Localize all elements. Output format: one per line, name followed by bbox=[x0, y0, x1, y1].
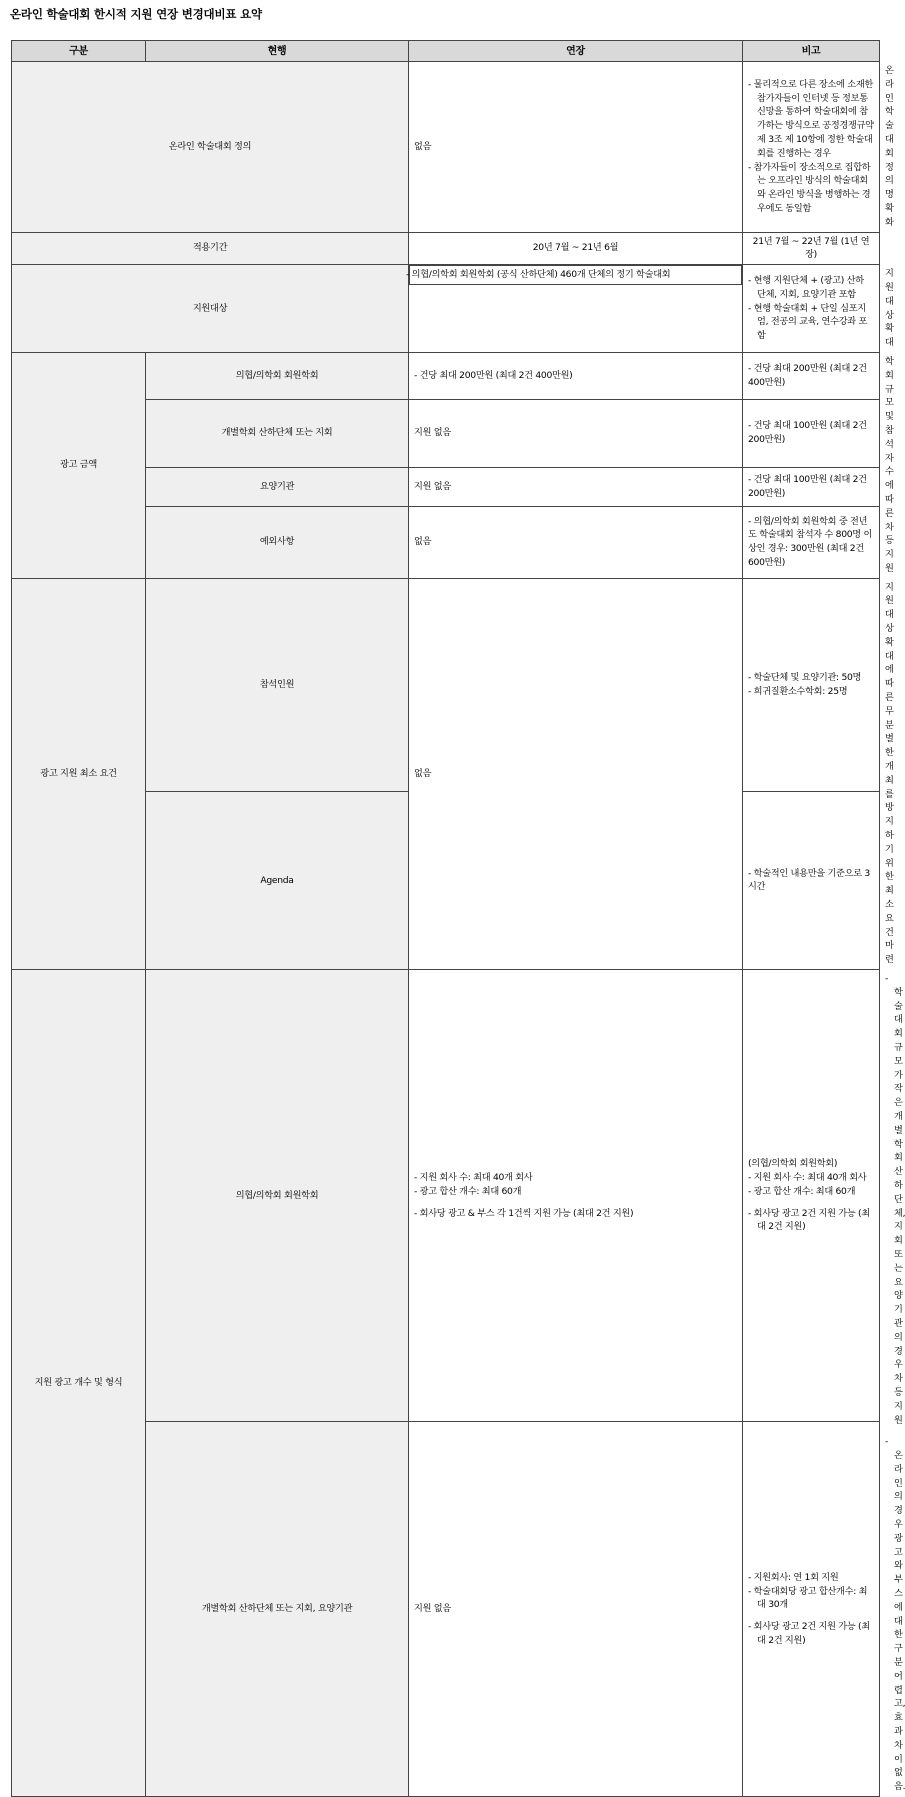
row-period bbox=[12, 232, 880, 265]
cell-line: - 지원 회사 수: 최대 40개 회사 bbox=[414, 1171, 533, 1183]
cell-line: - 참가자들이 장소적으로 집합하는 오프라인 방식의 학술대회와 온라인 방식을 병행하는 경우에도 동일함 bbox=[748, 161, 871, 214]
row-target: 지원대상 - 의협/의학회 회원학회 (공식 산하단체) 460개 단체의 정기 학술대회 - 현행 지원단체 + (광고) 산하 단체, 지회, 요양기관 포함 - 현행 학술대회 + 단일 심포지엄, 전공의 교육, 연수강좌 포함 지원대상 확대 bbox=[12, 265, 880, 353]
line-gap bbox=[748, 1612, 874, 1620]
ext-requirement bbox=[743, 578, 880, 791]
label-requirement: 광고 지원 최소 요건 bbox=[12, 578, 146, 969]
cell-line: - 광고 합산 개수: 최대 60개 bbox=[748, 1185, 856, 1197]
cell-line: (의협/의학회 회원학회) bbox=[748, 1158, 838, 1170]
sublabel-requirement: 참석인원 bbox=[146, 578, 409, 791]
ext-amount: - 의협/의학회 회원학회 중 전년도 학술대회 참석자 수 800명 이상인 경우: 300만원 (최대 2건 600만원) bbox=[743, 506, 880, 578]
header-current: 현행 bbox=[146, 41, 409, 62]
ext-definition bbox=[743, 62, 880, 233]
label-target: 지원대상 bbox=[12, 265, 409, 353]
current-requirement: 없음 bbox=[409, 578, 743, 969]
row-amount: 광고 금액 의협/의학회 회원학회 - 건당 최대 200만원 (최대 2건 400만원) - 건당 최대 200만원 (최대 2건 400만원) 학회 규모 및 참석자 수에 따른 차등 지원 bbox=[12, 352, 880, 399]
sublabel-amount: 의협/의학회 회원학회 bbox=[146, 352, 409, 399]
sublabel-amount: 예외사항 bbox=[146, 506, 409, 578]
current-form: 지원 없음 bbox=[409, 1422, 743, 1797]
current-definition: 없음 bbox=[409, 62, 743, 233]
ext-form bbox=[743, 1422, 880, 1797]
line-gap bbox=[748, 1199, 874, 1207]
current-amount: 지원 없음 bbox=[409, 399, 743, 467]
header-category: 구분 bbox=[12, 41, 146, 62]
cell-line: - 지원회사: 연 1회 지원 bbox=[748, 1571, 839, 1583]
ext-form bbox=[743, 970, 880, 1422]
cell-line: - 회사당 광고 2건 지원 가능 (최대 2건 지원) bbox=[748, 1621, 870, 1646]
cell-line: - 학술대회당 광고 합산개수: 최대 30개 bbox=[748, 1585, 868, 1611]
label-definition: 온라인 학술대회 정의 bbox=[12, 62, 409, 233]
cell-line: - 학술대회 규모가 작은 개별학회 산하단체, 지회 또는 요양기관의 경우 차등 지원 bbox=[885, 973, 905, 1426]
cell-line: - 현행 지원단체 + (광고) 산하 단체, 지회, 요양기관 포함 bbox=[748, 275, 864, 300]
sublabel-amount: 개별학회 산하단체 또는 지회 bbox=[146, 399, 409, 467]
cell-line: - 희귀질환소수학회: 25명 bbox=[748, 685, 848, 697]
header-note: 비고 bbox=[743, 41, 880, 62]
cell-line: - 현행 학술대회 + 단일 심포지엄, 전공의 교육, 연수강좌 포함 bbox=[748, 302, 868, 342]
cell-line: - 광고 합산 개수: 최대 60개 bbox=[414, 1185, 522, 1197]
header-row bbox=[12, 41, 880, 62]
line-gap bbox=[414, 1199, 737, 1207]
ext-requirement: - 학술적인 내용만을 기준으로 3시간 bbox=[743, 791, 880, 969]
cell-line: - 물리적으로 다른 장소에 소재한 참가자들이 인터넷 등 정보통신망을 통하여 학술대회에 참가하는 방식으로 공정경쟁규약 제 3조 제 10항에 정한 학술대회를 진행하는 경우 bbox=[748, 78, 874, 159]
sublabel-form: 개별학회 산하단체 또는 지회, 요양기관 bbox=[146, 1422, 409, 1797]
cell-line: - 온라인의 경우 광고와 부스에 대한 구분 어렵고, 효과 차이 없음. bbox=[885, 1436, 905, 1793]
ext-amount: - 건당 최대 200만원 (최대 2건 400만원) bbox=[743, 352, 880, 399]
sublabel-amount: 요양기관 bbox=[146, 467, 409, 506]
row-requirement: 광고 지원 최소 요건 참석인원 없음 - 학술단체 및 요양기관: 50명 - 희귀질환소수학회: 25명 지원대상 확대에 따른 무분별한 개최를 방지하기 위한 최소 요건 마련 bbox=[12, 578, 880, 791]
sublabel-requirement: Agenda bbox=[146, 791, 409, 969]
header-extension: 연장 bbox=[409, 41, 743, 62]
cell-line: - 회사당 광고 & 부스 각 1건씩 지원 가능 (최대 2건 지원) bbox=[414, 1207, 634, 1219]
row-form bbox=[12, 970, 880, 1422]
page-title: 온라인 학술대회 한시적 지원 연장 변경대비표 요약 bbox=[10, 7, 262, 21]
comparison-table bbox=[11, 40, 905, 1797]
current-period: 20년 7월 ~ 21년 6월 bbox=[409, 232, 743, 265]
ext-amount: - 건당 최대 100만원 (최대 2건 200만원) bbox=[743, 399, 880, 467]
ext-target bbox=[743, 265, 880, 353]
cell-line: - 회사당 광고 2건 지원 가능 (최대 2건 지원) bbox=[748, 1207, 870, 1233]
label-amount: 광고 금액 bbox=[12, 352, 146, 578]
sublabel-form: 의협/의학회 회원학회 bbox=[146, 970, 409, 1422]
ext-period: 21년 7월 ~ 22년 7월 (1년 연장) bbox=[743, 232, 880, 265]
label-period: 적용기간 bbox=[12, 232, 409, 265]
row-definition: 온라인 학술대회 정의 없음 - 물리적으로 다른 장소에 소재한 참가자들이 인터넷 등 정보통신망을 통하여 학술대회에 참가하는 방식으로 공정경쟁규약 제 3조 제 10항에 정한 학술대회를 진행하는 경우 - 참가자들이 장소적으로 집합하는 오프라인 방식의 학술대회와 온라인 방식을 병행하는 경우에도 동일함 온라인 학술대회 정의 명확화 bbox=[12, 62, 880, 233]
current-form bbox=[409, 970, 743, 1422]
current-amount: 지원 없음 bbox=[409, 467, 743, 506]
current-amount: - 건당 최대 200만원 (최대 2건 400만원) bbox=[409, 352, 743, 399]
current-amount: 없음 bbox=[409, 506, 743, 578]
cell-line: - 학술단체 및 요양기관: 50명 bbox=[748, 671, 862, 683]
current-target: - 의협/의학회 회원학회 (공식 산하단체) 460개 단체의 정기 학술대회 bbox=[409, 265, 742, 285]
cell-line: - 지원 회사 수: 최대 40개 회사 bbox=[748, 1171, 867, 1183]
label-form: 지원 광고 개수 및 형식 bbox=[12, 970, 146, 1797]
ext-amount: - 건당 최대 100만원 (최대 2건 200만원) bbox=[743, 467, 880, 506]
